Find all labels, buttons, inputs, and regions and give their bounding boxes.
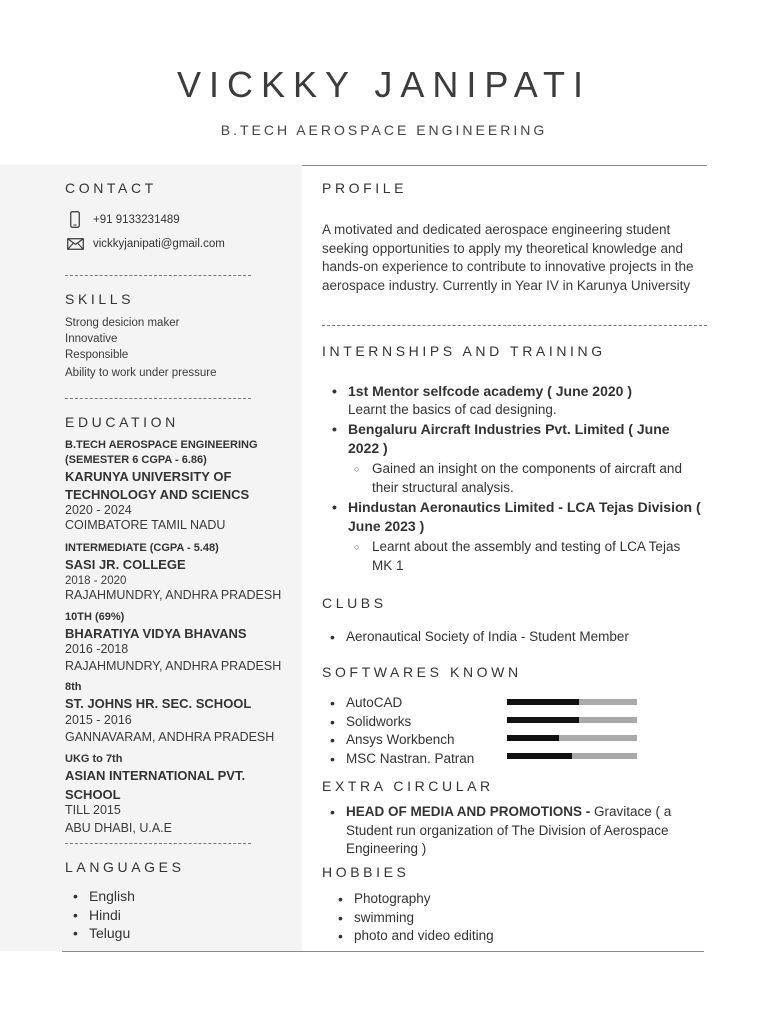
language-item: • English: [65, 887, 285, 906]
hobby-item: • photo and video editing: [330, 927, 700, 946]
contact-phone: [65, 211, 180, 228]
extra-heading: EXTRA CIRCULAR: [322, 778, 494, 794]
edu-years: 2015 - 2016: [65, 713, 132, 727]
internship-item: [324, 382, 704, 419]
edu-school: SCHOOL: [65, 787, 121, 802]
software-list: [322, 694, 507, 768]
divider: [65, 398, 251, 399]
edu-place: RAJAHMUNDRY, ANDHRA PRADESH: [65, 588, 282, 602]
phone-icon: [65, 211, 85, 228]
internship-item: [324, 420, 704, 497]
edu-years: 2020 - 2024: [65, 503, 132, 517]
internship-title: Bengaluru Aircraft Industries Pvt. Limited ( June 2022 ): [348, 421, 670, 456]
extra-item: [322, 803, 702, 859]
internships-list: [324, 382, 704, 575]
hobbies-heading: HOBBIES: [322, 864, 410, 880]
mail-icon: [65, 238, 85, 250]
skill-level-bar: [507, 699, 637, 705]
clubs-heading: CLUBS: [322, 595, 387, 611]
extra-role: HEAD OF MEDIA AND PROMOTIONS -: [346, 804, 591, 819]
software-heading: SOFTWARES KNOWN: [322, 664, 522, 680]
top-divider: [302, 165, 707, 166]
skill-item: Responsible: [65, 349, 129, 361]
edu-degree: 8th: [65, 681, 82, 693]
divider: [65, 275, 251, 276]
hobbies-list: [330, 890, 700, 946]
edu-degree-detail: (SEMESTER 6 CGPA - 6.86): [65, 454, 207, 466]
skill-level-fill: [507, 735, 559, 741]
edu-school: BHARATIYA VIDYA BHAVANS: [65, 626, 247, 641]
internship-title: Hindustan Aeronautics Limited - LCA Tejas Division ( June 2023 ): [348, 499, 701, 534]
edu-place: GANNAVARAM, ANDHRA PRADESH: [65, 730, 275, 744]
internship-detail: Learnt the basics of cad designing.: [348, 401, 557, 417]
software-item: • AutoCAD: [322, 694, 507, 713]
skill-item: Ability to work under pressure: [65, 367, 217, 379]
internship-title: 1st Mentor selfcode academy ( June 2020 ): [348, 383, 632, 399]
language-item: • Hindi: [65, 906, 285, 925]
extra-list: [322, 803, 702, 859]
skill-level-bar: [507, 717, 637, 723]
internships-heading: INTERNSHIPS AND TRAINING: [322, 343, 606, 359]
internship-item: [324, 498, 704, 575]
language-item: • Telugu: [65, 924, 285, 943]
edu-years: 2016 -2018: [65, 642, 129, 656]
profile-heading: PROFILE: [322, 180, 408, 196]
club-item: • Aeronautical Society of India - Student Member: [322, 628, 702, 647]
skill-level-bar: [507, 753, 637, 759]
education-heading: EDUCATION: [65, 414, 179, 430]
skill-item: Innovative: [65, 333, 118, 345]
edu-degree: INTERMEDIATE (CGPA - 5.48): [65, 542, 219, 554]
divider: [65, 843, 251, 844]
skills-heading: SKILLS: [65, 291, 135, 307]
edu-place: ABU DHABI, U.A.E: [65, 821, 172, 835]
edu-school: SASI JR. COLLEGE: [65, 557, 186, 572]
phone-number: +91 9133231489: [93, 213, 180, 226]
software-item: • MSC Nastran. Patran: [322, 750, 507, 769]
clubs-list: [322, 628, 702, 647]
edu-place: COIMBATORE TAMIL NADU: [65, 518, 226, 532]
extra-detail: Gravitace ( a Student run organization of The Division of Aerospace Engineering ): [346, 804, 672, 856]
email-address: vickkyjanipati@gmail.com: [93, 238, 225, 250]
edu-place: RAJAHMUNDRY, ANDHRA PRADESH: [65, 659, 282, 673]
profile-summary: A motivated and dedicated aerospace engineering student seeking opportunities to apply my theoretical knowledge and hands-on experience to contribute to innovative projects in the aerospace industry. Currently in Year IV in Karunya University: [322, 222, 694, 293]
hobby-item: • Photography: [330, 890, 700, 909]
internship-detail: ○ Learnt about the assembly and testing of LCA Tejas MK 1: [348, 538, 704, 575]
edu-school: ST. JOHNS HR. SEC. SCHOOL: [65, 696, 252, 711]
divider: [322, 325, 707, 326]
bottom-divider: [62, 951, 704, 952]
edu-years: 2018 - 2020: [65, 575, 127, 587]
software-item: • Ansys Workbench: [322, 731, 507, 750]
languages-heading: LANGUAGES: [65, 859, 185, 875]
software-item: • Solidworks: [322, 713, 507, 732]
languages-list: [65, 887, 285, 943]
skill-level-fill: [507, 699, 579, 705]
edu-years: TILL 2015: [65, 803, 121, 817]
edu-degree: 10TH (69%): [65, 611, 125, 623]
hobby-item: • swimming: [330, 909, 700, 928]
edu-degree: UKG to 7th: [65, 753, 123, 765]
skill-level-fill: [507, 717, 579, 723]
resume-subtitle: B.TECH AEROSPACE ENGINEERING: [220, 122, 548, 138]
internship-detail: ○ Gained an insight on the components of aircraft and their structural analysis.: [348, 460, 704, 497]
contact-email: [65, 238, 225, 250]
edu-school: ASIAN INTERNATIONAL PVT.: [65, 768, 246, 783]
contact-heading: CONTACT: [65, 180, 157, 196]
skill-level-fill: [507, 753, 572, 759]
resume-name: VICKKY JANIPATI: [176, 64, 592, 105]
edu-school: KARUNYA UNIVERSITY OF: [65, 469, 232, 484]
edu-degree: B.TECH AEROSPACE ENGINEERING: [65, 439, 258, 451]
skill-level-bar: [507, 735, 637, 741]
skill-item: Strong desicion maker: [65, 317, 180, 329]
edu-school: TECHNOLOGY AND SCIENCS: [65, 487, 250, 502]
